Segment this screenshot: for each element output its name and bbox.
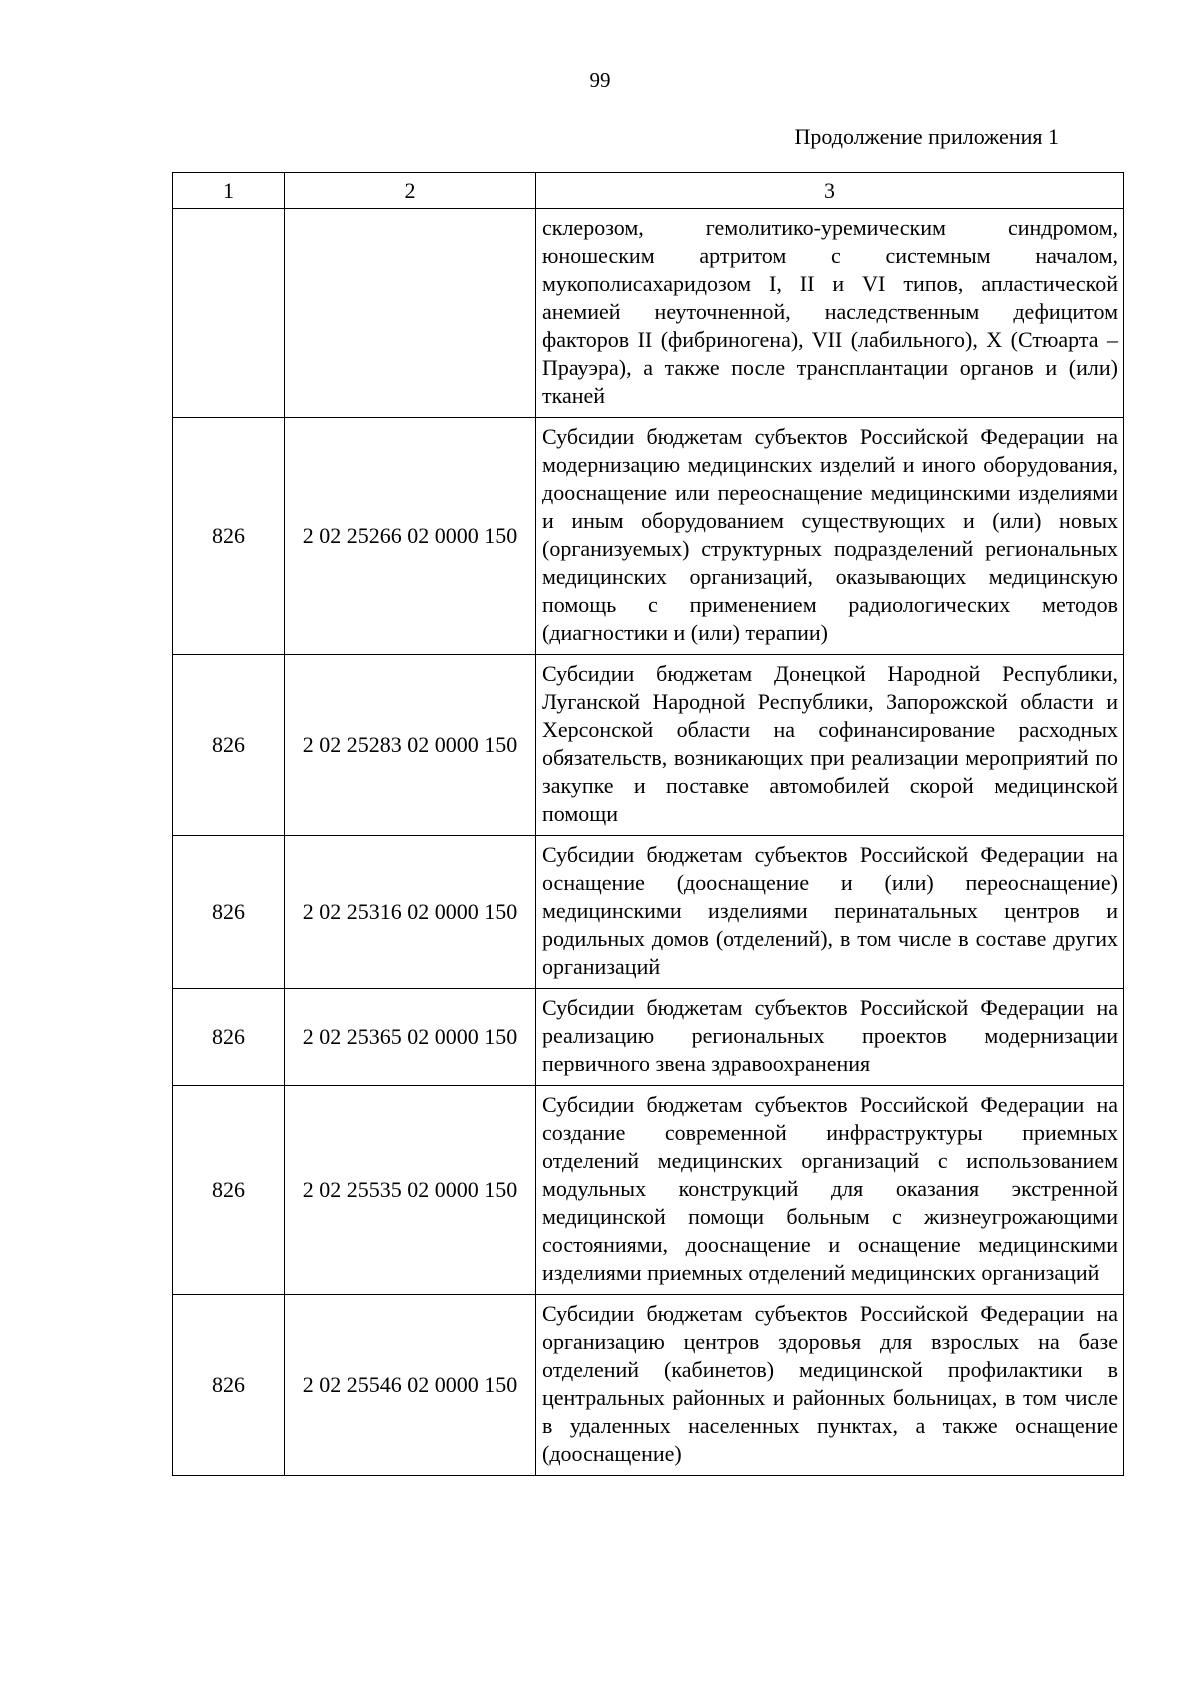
budget-code-cell xyxy=(285,209,536,418)
table-row xyxy=(173,1086,1124,1295)
column-header-1: 1 xyxy=(173,173,285,209)
table-row xyxy=(173,655,1124,836)
admin-code-cell: 826 xyxy=(173,655,285,836)
admin-code-cell: 826 xyxy=(173,1086,285,1295)
budget-code-cell: 2 02 25546 02 0000 150 xyxy=(285,1295,536,1476)
appendix-continuation-label: Продолжение приложения 1 xyxy=(794,124,1059,149)
description-cell: Субсидии бюджетам Донецкой Народной Республики, Луганской Народной Республики, Запорожской области и Херсонской области на софинансирование расходных обязательств, возникающих при реализации мероприятий по закупке и поставке автомобилей скорой медицинской помощи xyxy=(536,655,1124,836)
column-header-3: 3 xyxy=(536,173,1124,209)
budget-code-cell: 2 02 25283 02 0000 150 xyxy=(285,655,536,836)
admin-code-cell: 826 xyxy=(173,989,285,1086)
table-header-row xyxy=(173,173,1124,209)
admin-code-cell xyxy=(173,209,285,418)
column-header-2: 2 xyxy=(285,173,536,209)
table-row xyxy=(173,1295,1124,1476)
appendix-table xyxy=(172,172,1124,1476)
description-cell: склерозом, гемолитико-уремическим синдромом, юношеским артритом с системным началом, мукополисахаридозом I, II и VI типов, апластической анемией неуточненной, наследственным дефицитом факторов II (фибриногена), VII (лабильного), X (Стюарта – Прауэра), а также после трансплантации органов и (или) тканей xyxy=(536,209,1124,418)
budget-code-cell: 2 02 25365 02 0000 150 xyxy=(285,989,536,1086)
description-cell: Субсидии бюджетам субъектов Российской Федерации на реализацию региональных проектов модернизации первичного звена здравоохранения xyxy=(536,989,1124,1086)
budget-code-cell: 2 02 25535 02 0000 150 xyxy=(285,1086,536,1295)
page-number: 99 xyxy=(589,68,611,92)
description-cell: Субсидии бюджетам субъектов Российской Федерации на организацию центров здоровья для взрослых на базе отделений (кабинетов) медицинской профилактики в центральных районных и районных больницах, в том числе в удаленных населенных пунктах, а также оснащение (дооснащение) xyxy=(536,1295,1124,1476)
admin-code-cell: 826 xyxy=(173,836,285,989)
budget-code-cell: 2 02 25316 02 0000 150 xyxy=(285,836,536,989)
description-cell: Субсидии бюджетам субъектов Российской Федерации на создание современной инфраструктуры приемных отделений медицинских организаций с использованием модульных конструкций для оказания экстренной медицинской помощи больным с жизнеугрожающими состояниями, дооснащение и оснащение медицинскими изделиями приемных отделений медицинских организаций xyxy=(536,1086,1124,1295)
table-row xyxy=(173,418,1124,655)
admin-code-cell: 826 xyxy=(173,1295,285,1476)
table-row xyxy=(173,209,1124,418)
description-cell: Субсидии бюджетам субъектов Российской Федерации на модернизацию медицинских изделий и иного оборудования, дооснащение или переоснащение медицинскими изделиями и иным оборудованием существующих и (или) новых (организуемых) структурных подразделений региональных медицинских организаций, оказывающих медицинскую помощь с применением радиологических методов (диагностики и (или) терапии) xyxy=(536,418,1124,655)
table-row xyxy=(173,836,1124,989)
admin-code-cell: 826 xyxy=(173,418,285,655)
table-row xyxy=(173,989,1124,1086)
description-cell: Субсидии бюджетам субъектов Российской Федерации на оснащение (дооснащение и (или) переоснащение) медицинскими изделиями перинатальных центров и родильных домов (отделений), в том числе в составе других организаций xyxy=(536,836,1124,989)
budget-code-cell: 2 02 25266 02 0000 150 xyxy=(285,418,536,655)
